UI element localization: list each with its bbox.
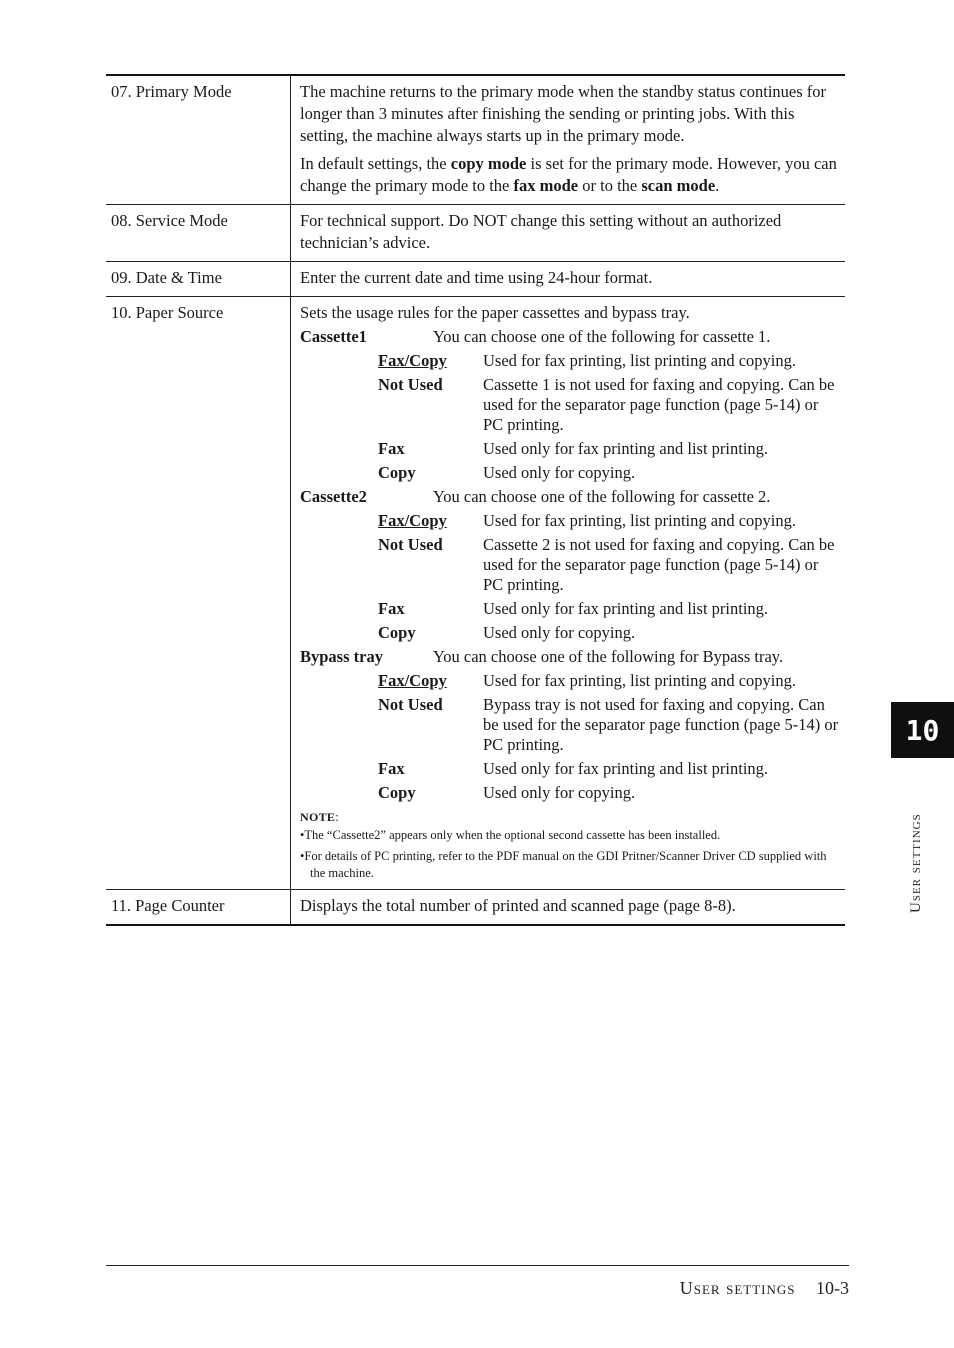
option-row: [300, 375, 841, 435]
table-row: [106, 75, 845, 205]
setting-description: Displays the total number of printed and scanned page (page 8-8).: [291, 890, 846, 926]
option-desc: Used only for copying.: [483, 623, 636, 642]
option-name: Fax/Copy: [378, 351, 447, 370]
table-row: [106, 890, 845, 926]
setting-description: Enter the current date and time using 24-hour format.: [291, 262, 846, 297]
note-heading: NOTE:: [300, 810, 339, 824]
setting-name: 10. Paper Source: [106, 297, 291, 890]
option-desc: Used only for fax printing and list printing.: [483, 599, 769, 618]
setting-description: [291, 75, 846, 205]
option-desc: Cassette 1 is not used for faxing and copying. Can be used for the separator page function (page 5-14) or PC printing.: [483, 375, 835, 434]
option-name: Copy: [378, 783, 416, 802]
bypass-tray-group: [300, 647, 841, 803]
option-desc: Used only for fax printing and list printing.: [483, 759, 769, 778]
option-desc: Bypass tray is not used for faxing and copying. Can be used for the separator page function (page 5-14) or PC printing.: [483, 695, 839, 754]
option-name: Not Used: [378, 535, 443, 554]
setting-name: 09. Date & Time: [106, 262, 291, 297]
option-row: [300, 671, 841, 691]
option-name: Fax: [378, 439, 405, 458]
option-name: Fax: [378, 759, 405, 778]
chapter-tab: 10: [891, 702, 954, 758]
setting-name: 07. Primary Mode: [106, 75, 291, 205]
cassette2-group: [300, 487, 841, 643]
group-header: [300, 327, 841, 347]
paragraph: The machine returns to the primary mode when the standby status continues for longer than 3 minutes after finishing the sending or printing jobs. With this setting, the machine always starts up in the primary mode.: [300, 82, 827, 145]
group-desc: You can choose one of the following for cassette 2.: [433, 487, 771, 506]
setting-description: [291, 297, 846, 890]
note-block: [300, 809, 841, 882]
setting-name: 08. Service Mode: [106, 205, 291, 262]
group-name: Bypass tray: [300, 647, 383, 666]
table-row: [106, 205, 845, 262]
group-desc: You can choose one of the following for Bypass tray.: [433, 647, 784, 666]
note-bullet: •For details of PC printing, refer to the PDF manual on the GDI Pritner/Scanner Driver CD supplied with the machine.: [300, 849, 827, 880]
option-row: [300, 463, 841, 483]
footer-divider: [106, 1265, 849, 1266]
group-header: [300, 647, 841, 667]
option-name: Not Used: [378, 375, 443, 394]
option-name: Copy: [378, 623, 416, 642]
option-row: [300, 439, 841, 459]
option-row: [300, 783, 841, 803]
paragraph: In default settings, the copy mode is set for the primary mode. However, you can change the primary mode to the fax mode or to the scan mode.: [300, 154, 837, 195]
option-desc: Used only for copying.: [483, 463, 636, 482]
setting-name: 11. Page Counter: [106, 890, 291, 926]
footer-section: User settings: [679, 1278, 796, 1298]
option-row: [300, 511, 841, 531]
option-row: [300, 695, 841, 755]
option-name: Fax: [378, 599, 405, 618]
option-name: Copy: [378, 463, 416, 482]
option-row: [300, 599, 841, 619]
option-desc: Used for fax printing, list printing and copying.: [483, 511, 796, 530]
option-desc: Used only for copying.: [483, 783, 636, 802]
table-row: [106, 297, 845, 890]
option-desc: Used for fax printing, list printing and copying.: [483, 351, 796, 370]
group-header: [300, 487, 841, 507]
group-name: Cassette2: [300, 487, 367, 506]
group-name: Cassette1: [300, 327, 367, 346]
option-name: Fax/Copy: [378, 511, 447, 530]
option-row: [300, 623, 841, 643]
option-row: [300, 759, 841, 779]
option-desc: Cassette 2 is not used for faxing and copying. Can be used for the separator page function (page 5-14) or PC printing.: [483, 535, 835, 594]
option-desc: Used only for fax printing and list printing.: [483, 439, 769, 458]
option-desc: Used for fax printing, list printing and copying.: [483, 671, 796, 690]
page-footer: [680, 1278, 849, 1299]
option-row: [300, 535, 841, 595]
option-name: Fax/Copy: [378, 671, 447, 690]
page-number: 10-3: [816, 1278, 849, 1298]
setting-description: For technical support. Do NOT change this setting without an authorized technician’s advice.: [291, 205, 846, 262]
note-bullet: •The “Cassette2” appears only when the optional second cassette has been installed.: [300, 828, 721, 842]
group-desc: You can choose one of the following for cassette 1.: [433, 327, 771, 346]
cassette1-group: [300, 327, 841, 483]
option-row: [300, 351, 841, 371]
option-name: Not Used: [378, 695, 443, 714]
settings-table: [106, 74, 845, 926]
table-row: [106, 262, 845, 297]
chapter-side-label: User settings: [908, 813, 924, 913]
paragraph: Sets the usage rules for the paper cassettes and bypass tray.: [300, 303, 690, 322]
